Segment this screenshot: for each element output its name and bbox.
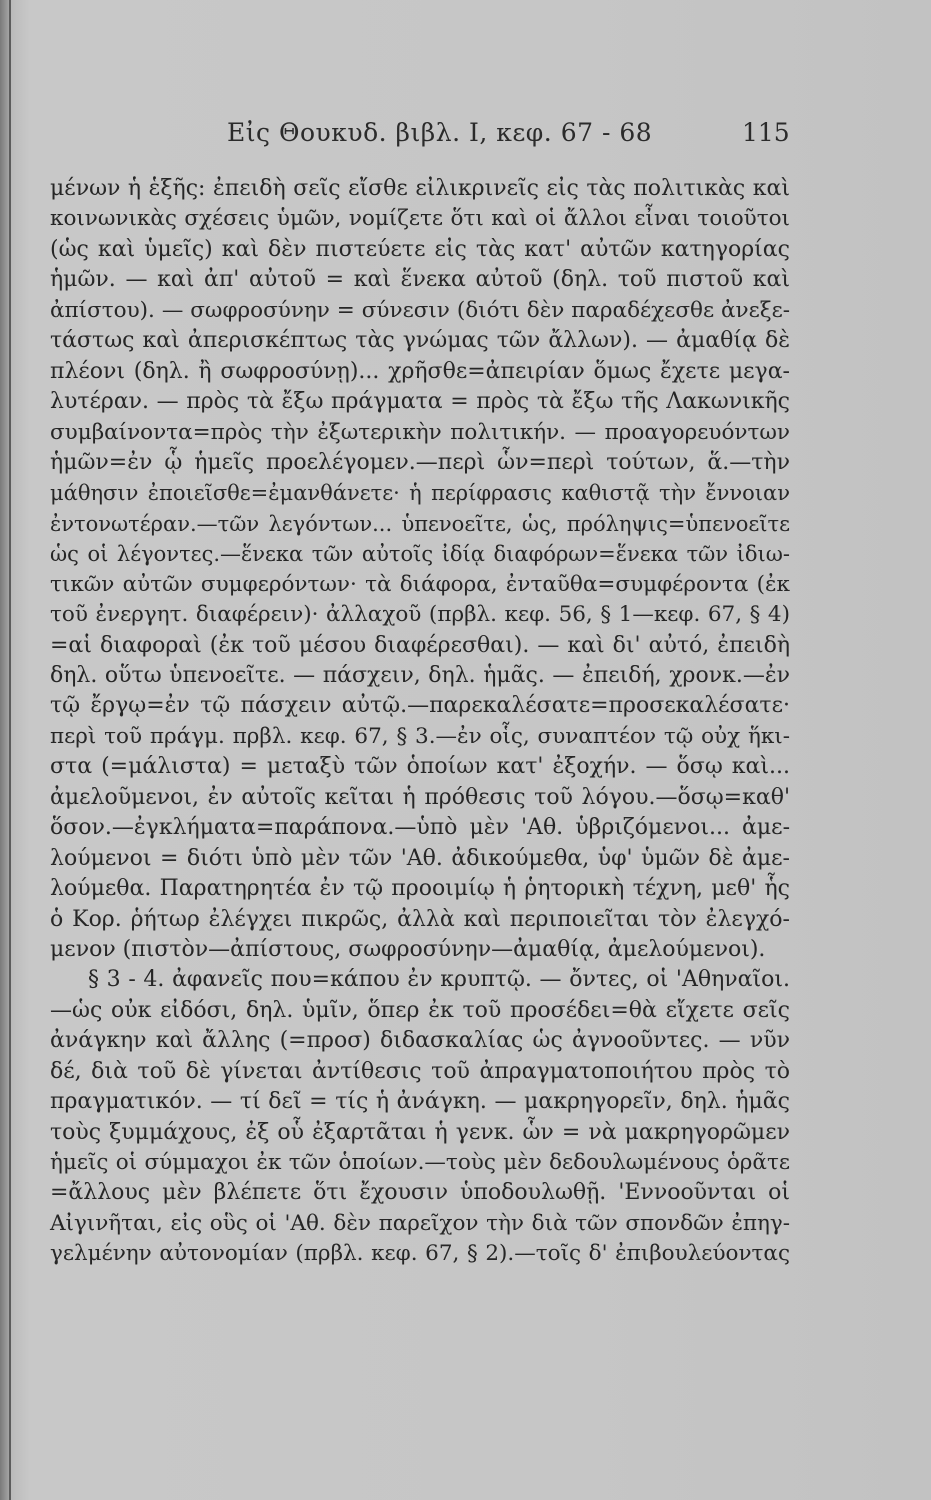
paragraph-end-line: μενον (πιστὸν—ἀπίστους, σωφροσύνην—ἀμαθίᾳ, ἀμελούμενοι). <box>50 936 766 962</box>
text-line: τάστως καὶ ἀπερισκέπτως τὰς γνώμας τῶν ἄλλων). — ἀμαθίᾳ δὲ <box>50 328 790 354</box>
text-line: ἀμελοῦμενοι, ἐν αὐτοῖς κεῖται ἡ πρόθεσις τοῦ λόγου.—ὅσῳ=καθ' <box>50 784 790 810</box>
text-line: δηλ. οὕτω ὑπενοεῖτε. — πάσχειν, δηλ. ἡμᾶς. — ἐπειδή, χρονκ.—ἐν <box>50 663 790 688</box>
binding-edge <box>9 0 11 1500</box>
text-line: λυτέραν. — πρὸς τὰ ἔξω πράγματα = πρὸς τὰ ἔξω τῆς Λακωνικῆς <box>50 389 790 415</box>
text-body <box>50 174 790 1270</box>
text-line: ἡμῶν=ἐν ᾧ ἡμεῖς προελέγομεν.—περὶ ὧν=περὶ τούτων, ἅ.—τὴν <box>50 449 790 475</box>
binding-shadow <box>0 0 9 1500</box>
text-line: περὶ τοῦ πράγμ. πρβλ. κεφ. 67, § 3.—ἐν οἷς, συναπτέον τῷ οὐχ ἥκι- <box>50 723 790 749</box>
text-line: ἡμῶν. — καὶ ἀπ' αὐτοῦ = καὶ ἕνεκα αὐτοῦ (δηλ. τοῦ πιστοῦ καὶ <box>50 267 790 293</box>
text-line: γελμένην αὐτονομίαν (πρβλ. κεφ. 67, § 2).—τοῖς δ' ἐπιβουλεύοντας <box>50 1241 790 1267</box>
text-line: ὡς οἱ λέγοντες.—ἕνεκα τῶν αὐτοῖς ἰδίᾳ διαφόρων=ἕνεκα τῶν ἰδιω- <box>50 542 790 567</box>
text-line: ὅσον.—ἐγκλήματα=παράπονα.—ὑπὸ μὲν 'Αθ. ὑβριζόμενοι... ἀμε- <box>50 815 790 841</box>
text-line: κοινωνικὰς σχέσεις ὑμῶν, νομίζετε ὅτι καὶ οἱ ἄλλοι εἶναι τοιοῦτοι <box>50 206 790 232</box>
page-number: 115 <box>742 118 790 147</box>
text-line: στα (=μάλιστα) = μεταξὺ τῶν ὁποίων κατ' ἐξοχήν. — ὅσῳ καὶ... <box>50 754 790 780</box>
text-line: τοὺς ξυμμάχους, ἐξ οὗ ἐξαρτᾶται ἡ γενκ. ὧν = νὰ μακρηγορῶμεν <box>50 1119 790 1145</box>
text-line: (ὡς καὶ ὑμεῖς) καὶ δὲν πιστεύετε εἰς τὰς κατ' αὐτῶν κατηγορίας <box>50 236 790 262</box>
running-title: Εἰς Θουκυδ. βιβλ. I, κεφ. 67 - 68 <box>227 118 653 147</box>
text-line: πραγματικόν. — τί δεῖ = τίς ἡ ἀνάγκη. — μακρηγορεῖν, δηλ. ἡμᾶς <box>50 1089 790 1115</box>
text-line: =ἄλλους μὲν βλέπετε ὅτι ἔχουσιν ὑποδουλωθῇ. 'Εννοοῦνται οἱ <box>50 1180 790 1206</box>
text-line: τῷ ἔργῳ=ἐν τῷ πάσχειν αὐτῷ.—παρεκαλέσατε=προσεκαλέσατε· <box>50 693 790 719</box>
text-line: Αἰγινῆται, εἰς οὓς οἱ 'Αθ. δὲν παρεῖχον τὴν διὰ τῶν σπονδῶν ἐπηγ- <box>50 1210 790 1236</box>
paragraph-start-line: § 3 - 4. ἀφανεῖς που=κάπου ἐν κρυπτῷ. — ὄντες, οἱ 'Αθηναῖοι. <box>88 967 790 993</box>
text-line: ὁ Κορ. ῥήτωρ ἐλέγχει πικρῶς, ἀλλὰ καὶ περιποιεῖται τὸν ἐλεγχό- <box>50 906 790 932</box>
text-line: ἐντονωτέραν.—τῶν λεγόντων... ὑπενοεῖτε, ὡς, πρόληψις=ὑπενοεῖτε <box>50 511 790 536</box>
text-line: —ὡς οὐκ εἰδόσι, δηλ. ὑμῖν, ὅπερ ἐκ τοῦ προσέδει=θὰ εἴχετε σεῖς <box>50 997 790 1023</box>
text-line: μένων ἡ ἑξῆς: ἐπειδὴ σεῖς εἴσθε εἰλικρινεῖς εἰς τὰς πολιτικὰς καὶ <box>50 176 790 201</box>
text-line: λούμεθα. Παρατηρητέα ἐν τῷ προοιμίῳ ἡ ῥητορικὴ τέχνη, μεθ' ἧς <box>50 876 790 902</box>
text-line: τικῶν αὐτῶν συμφερόντων· τὰ διάφορα, ἐνταῦθα=συμφέροντα (ἐκ <box>50 571 790 597</box>
page-header <box>0 118 931 158</box>
text-line: πλέονι (δηλ. ἢ σωφροσύνῃ)... χρῆσθε=ἀπειρίαν ὅμως ἔχετε μεγα- <box>50 358 790 384</box>
text-line: συμβαίνοντα=πρὸς τὴν ἐξωτερικὴν πολιτικήν. — προαγορευόντων <box>50 419 790 445</box>
text-line: λούμενοι = διότι ὑπὸ μὲν τῶν 'Αθ. ἀδικούμεθα, ὑφ' ὑμῶν δὲ ἀμε- <box>50 845 790 871</box>
text-line: ἀπίστου). — σωφροσύνην = σύνεσιν (διότι δὲν παραδέχεσθε ἀνεξε- <box>50 297 790 323</box>
text-line: μάθησιν ἐποιεῖσθε=ἐμανθάνετε· ἡ περίφρασις καθιστᾷ τὴν ἔννοιαν <box>50 481 790 506</box>
text-line: τοῦ ἐνεργητ. διαφέρειν)· ἀλλαχοῦ (πρβλ. κεφ. 56, § 1—κεφ. 67, § 4) <box>50 602 790 628</box>
text-line: ἡμεῖς οἱ σύμμαχοι ἐκ τῶν ὁποίων.—τοὺς μὲν δεδουλωμένους ὁρᾶτε <box>50 1150 790 1175</box>
text-line: δέ, διὰ τοῦ δὲ γίνεται ἀντίθεσις τοῦ ἀπραγματοποιήτου πρὸς τὸ <box>50 1058 790 1084</box>
text-line: ἀνάγκην καὶ ἄλλης (=προσ) διδασκαλίας ὡς ἀγνοοῦντες. — νῦν <box>50 1028 790 1054</box>
text-line: =αἱ διαφοραὶ (ἐκ τοῦ μέσου διαφέρεσθαι). — καὶ δι' αὐτό, ἐπειδὴ <box>50 632 790 658</box>
